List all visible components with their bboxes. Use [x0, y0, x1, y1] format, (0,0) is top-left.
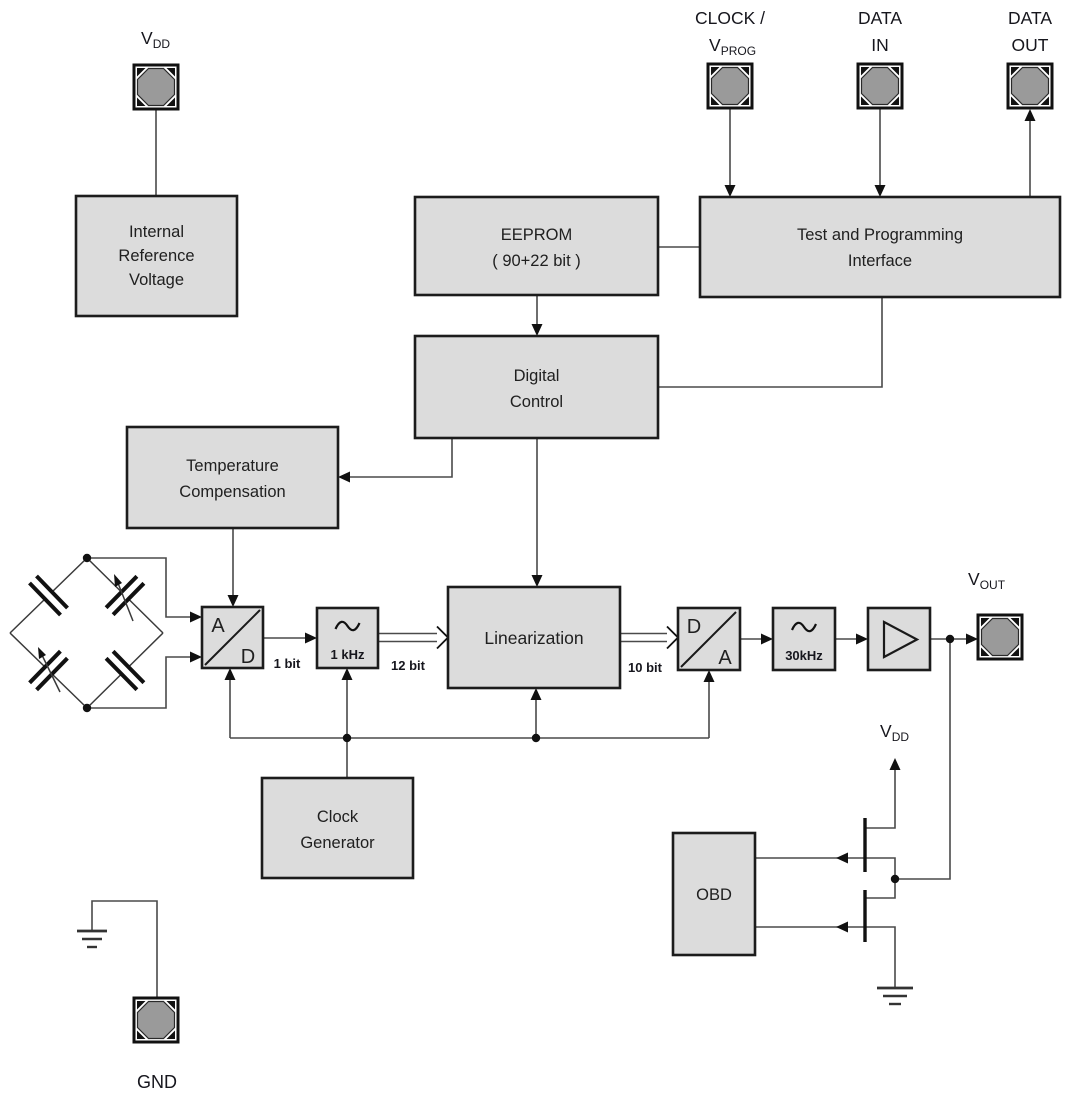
label-vout: $V_{OUT}$: [968, 569, 1006, 592]
adc-letter-a: A: [211, 615, 225, 637]
internal-ref-label-1: Internal: [128, 223, 185, 241]
wire-fet-lower-source-gnd: [865, 927, 895, 988]
test-prog-label-2: Interface: [847, 252, 913, 270]
dac-letter-a: A: [718, 647, 732, 669]
block-test-programming-interface: [700, 197, 1060, 297]
block-filter-30khz: [773, 608, 835, 670]
bus-label-1bit: 1 bit: [273, 656, 301, 671]
internal-ref-label-3: Voltage: [128, 271, 185, 289]
dac-letter-d: D: [686, 616, 702, 638]
filter-1khz-label: 1 kHz: [330, 647, 365, 662]
pad-data-out: [1008, 64, 1052, 108]
bus-label-10bit: 10 bit: [628, 660, 662, 675]
label-data-in-1: DATA: [857, 8, 903, 28]
pad-data-in: [858, 64, 902, 108]
label-gnd: GND: [137, 1072, 177, 1092]
ground-icon-right: [877, 988, 913, 1004]
filter-30khz-label: 30kHz: [785, 648, 823, 663]
temp-comp-label-2: Compensation: [179, 483, 286, 501]
label-clock: CLOCK /: [694, 8, 766, 28]
label-vdd-fet: $V_{DD}$: [880, 721, 910, 744]
digital-control-label-1: Digital: [513, 367, 560, 385]
wire-vout-feedback: [895, 639, 950, 879]
block-filter-1khz: [317, 608, 378, 668]
label-data-out-1: DATA: [1007, 8, 1053, 28]
temp-comp-label-1: Temperature: [186, 457, 279, 475]
block-dac: [678, 608, 740, 670]
wire-gndsym-to-gndpad: [92, 901, 157, 998]
ground-icon-left: [77, 931, 107, 947]
block-amplifier: [868, 608, 930, 670]
pad-vdd: [134, 65, 178, 109]
wire-fet-lower-drain: [865, 879, 895, 898]
wire-test-to-dc: [658, 297, 882, 387]
bus-filter1-to-linearization: [378, 627, 448, 649]
linearization-label: Linearization: [484, 628, 584, 648]
bus-linearization-to-dac: [620, 627, 678, 649]
bus-label-12bit: 12 bit: [391, 658, 425, 673]
block-obd: [673, 833, 755, 955]
pad-gnd: [134, 998, 178, 1042]
test-prog-label-1: Test and Programming: [797, 226, 963, 244]
pad-clock-vprog: [708, 64, 752, 108]
block-clock-generator: [262, 778, 413, 878]
block-eeprom: [415, 197, 658, 295]
block-adc: [202, 607, 263, 668]
wire-dc-to-tempcomp: [344, 438, 452, 477]
block-internal-reference-voltage: [76, 196, 237, 316]
label-data-out-2: OUT: [1011, 35, 1049, 55]
label-vdd-top: $V_{DD}$: [141, 28, 171, 51]
eeprom-label-2: ( 90+22 bit ): [492, 252, 581, 270]
obd-label: OBD: [696, 886, 732, 904]
adc-letter-d: D: [240, 646, 256, 668]
block-temperature-compensation: [127, 427, 338, 528]
internal-ref-label-2: Reference: [118, 247, 195, 265]
label-vprog: $V_{PROG}$: [709, 35, 757, 58]
digital-control-label-2: Control: [509, 393, 564, 411]
eeprom-label-1: EEPROM: [500, 226, 573, 244]
block-linearization: [448, 587, 620, 688]
clock-gen-label-1: Clock: [316, 808, 359, 826]
pad-vout: [978, 615, 1022, 659]
wire-fet-upper-source: [865, 858, 895, 879]
label-data-in-2: IN: [871, 35, 889, 55]
wire-fet-upper-drain-vdd: [865, 764, 895, 828]
clock-gen-label-2: Generator: [300, 834, 375, 852]
bridge-sensor-icon: [10, 554, 163, 712]
block-digital-control: [415, 336, 658, 438]
